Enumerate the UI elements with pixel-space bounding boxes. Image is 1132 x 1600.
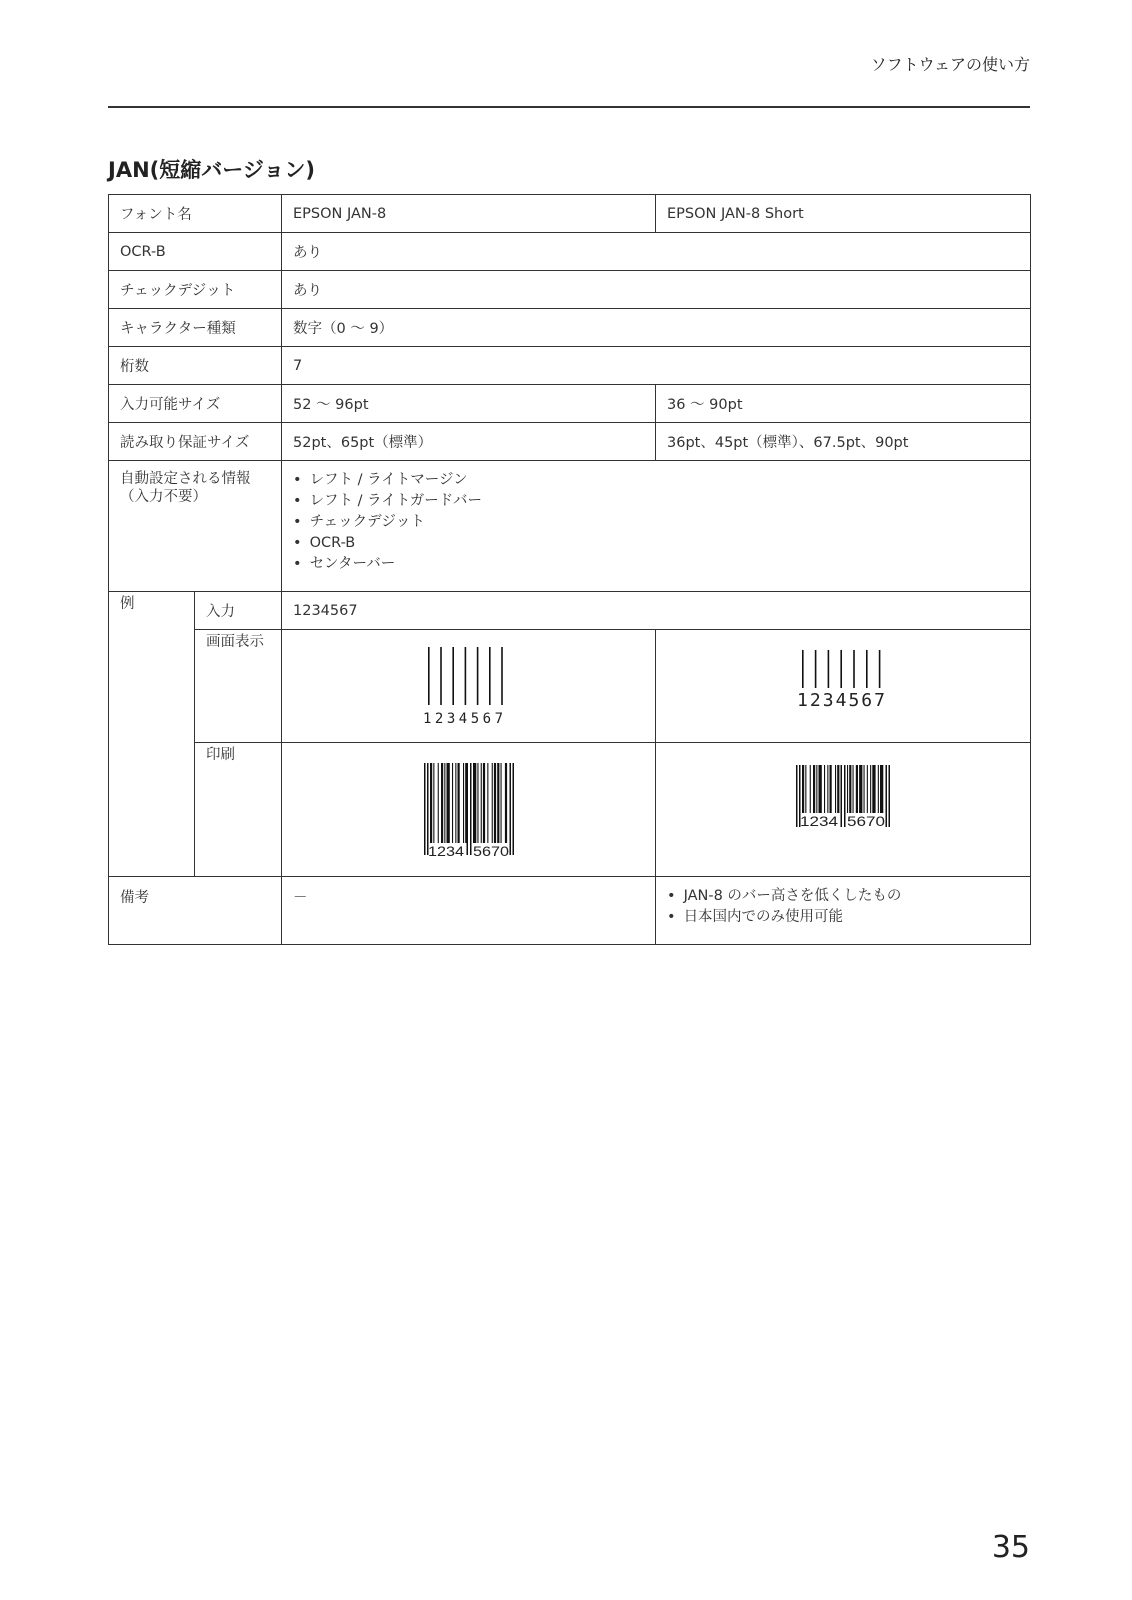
barcode-bar xyxy=(480,763,481,843)
input-size-label: 入力可能サイズ xyxy=(109,385,282,423)
table-row xyxy=(109,461,1031,592)
screen-digits-jan8-short: 1234567 xyxy=(797,690,885,710)
font-name-label: フォント名 xyxy=(109,195,282,233)
input-size-jan8-short: 36 ～ 90pt xyxy=(656,385,1031,423)
barcode-bar xyxy=(859,765,862,813)
barcode-bar xyxy=(856,765,858,813)
guard-bar xyxy=(889,765,891,827)
print-right-digits-jan8-short: 5670 xyxy=(847,813,886,829)
barcode-bar xyxy=(465,763,467,843)
char-type-label: キャラクター種類 xyxy=(109,309,282,347)
screen-digits-jan8: 1234567 xyxy=(422,711,503,727)
barcode-bar xyxy=(870,765,871,813)
ocrb-value: あり xyxy=(282,233,1031,271)
barcode-bar xyxy=(446,763,449,843)
barcode-bar xyxy=(430,763,432,843)
print-left-digits-jan8-short: 1234 xyxy=(800,813,839,829)
auto-settings-label-line1: 自動設定される情報 xyxy=(120,471,251,487)
notes-jan8-short xyxy=(656,877,1031,945)
auto-settings-label-line2: （入力不要） xyxy=(120,489,207,505)
screen-bar xyxy=(452,647,454,705)
table-row xyxy=(109,347,1031,385)
table-row xyxy=(109,877,1031,945)
screen-bar xyxy=(464,647,466,705)
check-digit-label: チェックデジット xyxy=(109,271,282,309)
read-size-jan8-short: 36pt、45pt（標準）、67.5pt、90pt xyxy=(656,423,1031,461)
barcode-bar xyxy=(802,765,804,813)
screen-bar xyxy=(501,647,503,705)
screen-bar xyxy=(853,650,855,688)
screen-display-label: 画面表示 xyxy=(195,630,282,743)
barcode-bar xyxy=(830,765,832,813)
screen-barcode-jan8 xyxy=(282,630,656,743)
barcode-bar xyxy=(813,765,815,813)
barcode-bar xyxy=(457,763,459,843)
barcode-bar xyxy=(853,765,854,813)
barcode-bar xyxy=(477,763,478,843)
guard-bar xyxy=(424,763,426,855)
barcode-bar xyxy=(878,765,879,813)
column-header-jan8-short: EPSON JAN-8 Short xyxy=(656,195,1031,233)
barcode-bar xyxy=(816,765,817,813)
table-row xyxy=(109,385,1031,423)
barcode-bar xyxy=(437,763,438,843)
print-barcode-jan8-graphic xyxy=(421,761,517,859)
input-label: 入力 xyxy=(195,592,282,630)
barcode-bar xyxy=(847,765,848,813)
barcode-bar xyxy=(491,763,492,843)
list-item: • チェックデジット xyxy=(293,512,1019,533)
print-right-digits-jan8: 5670 xyxy=(472,842,509,859)
list-item: • 日本国内でのみ使用可能 xyxy=(667,907,1019,928)
digits-value: 7 xyxy=(282,347,1031,385)
list-item: • センターバー xyxy=(293,554,1019,575)
barcode-bar xyxy=(497,763,499,843)
list-item: • JAN-8 のバー高さを低くしたもの xyxy=(667,886,1019,907)
barcode-bar xyxy=(864,765,865,813)
read-size-jan8: 52pt、65pt（標準） xyxy=(282,423,656,461)
running-header: ソフトウェアの使い方 xyxy=(870,55,1030,74)
barcode-bar xyxy=(452,763,453,843)
screen-bar xyxy=(489,647,491,705)
print-barcode-jan8-short-graphic xyxy=(793,763,893,829)
table-row xyxy=(109,423,1031,461)
barcode-bar xyxy=(867,765,868,813)
notes-jan8: － xyxy=(282,877,656,945)
screen-barcode-jan8-graphic xyxy=(419,643,519,729)
screen-barcode-jan8-short-graphic xyxy=(793,648,893,710)
guard-bar xyxy=(796,765,798,827)
screen-bar xyxy=(476,647,478,705)
barcode-bar xyxy=(455,763,456,843)
table-row xyxy=(109,233,1031,271)
list-item: • レフト / ライトマージン xyxy=(293,470,1019,491)
list-item: • OCR-B xyxy=(293,533,1019,554)
guard-bar xyxy=(470,763,472,855)
table-row xyxy=(109,271,1031,309)
barcode-bar xyxy=(835,765,836,813)
barcode-bar xyxy=(473,763,476,843)
barcode-bar xyxy=(463,763,464,843)
screen-bar xyxy=(879,650,881,688)
screen-bar xyxy=(866,650,868,688)
barcode-bar xyxy=(827,765,828,813)
screen-bar xyxy=(428,647,430,705)
barcode-bar xyxy=(487,763,488,843)
input-size-jan8: 52 ～ 96pt xyxy=(282,385,656,423)
column-header-jan8: EPSON JAN-8 xyxy=(282,195,656,233)
barcode-bar xyxy=(849,765,851,813)
barcode-bar xyxy=(433,763,434,843)
list-item: • レフト / ライトガードバー xyxy=(293,491,1019,512)
print-label: 印刷 xyxy=(195,743,282,877)
check-digit-value: あり xyxy=(282,271,1031,309)
guard-bar xyxy=(841,765,843,827)
barcode-bar xyxy=(837,765,839,813)
table-row xyxy=(109,743,1031,877)
print-left-digits-jan8: 1234 xyxy=(427,842,464,859)
table-row xyxy=(109,309,1031,347)
page-number: 35 xyxy=(991,1530,1030,1565)
section-title: JAN(短縮バージョン) xyxy=(108,158,315,182)
notes-label: 備考 xyxy=(109,877,282,945)
print-barcode-jan8 xyxy=(282,743,656,877)
barcode-bar xyxy=(500,763,501,843)
table-row xyxy=(109,592,1031,630)
ocrb-label: OCR-B xyxy=(109,233,282,271)
barcode-bar xyxy=(441,763,443,843)
barcode-bar xyxy=(824,765,825,813)
barcode-bar xyxy=(810,765,811,813)
barcode-bar xyxy=(880,765,883,813)
barcode-bar xyxy=(872,765,875,813)
guard-bar xyxy=(886,765,888,827)
print-barcode-jan8-short xyxy=(656,743,1031,877)
digits-label: 桁数 xyxy=(109,347,282,385)
screen-bar xyxy=(802,650,804,688)
guard-bar xyxy=(509,763,511,855)
guard-bar xyxy=(512,763,514,855)
table-row xyxy=(109,630,1031,743)
read-size-label: 読み取り保証サイズ xyxy=(109,423,282,461)
screen-bar xyxy=(815,650,817,688)
example-label: 例 xyxy=(109,592,195,877)
table-row xyxy=(109,195,1031,233)
barcode-bar xyxy=(493,763,495,843)
header-rule xyxy=(108,106,1030,108)
barcode-bar xyxy=(805,765,806,813)
auto-settings-list xyxy=(282,461,1031,592)
barcode-bar xyxy=(819,765,822,813)
screen-bar xyxy=(440,647,442,705)
barcode-bar xyxy=(444,763,445,843)
guard-bar xyxy=(844,765,846,827)
input-value: 1234567 xyxy=(282,592,1031,630)
screen-bar xyxy=(840,650,842,688)
guard-bar xyxy=(427,763,429,855)
barcode-bar xyxy=(482,763,484,843)
barcode-bar xyxy=(504,763,506,843)
char-type-value: 数字（0 ～ 9） xyxy=(282,309,1031,347)
auto-settings-label xyxy=(109,461,282,592)
screen-barcode-jan8-short xyxy=(656,630,1031,743)
screen-bar xyxy=(828,650,830,688)
font-spec-table xyxy=(108,194,1031,945)
